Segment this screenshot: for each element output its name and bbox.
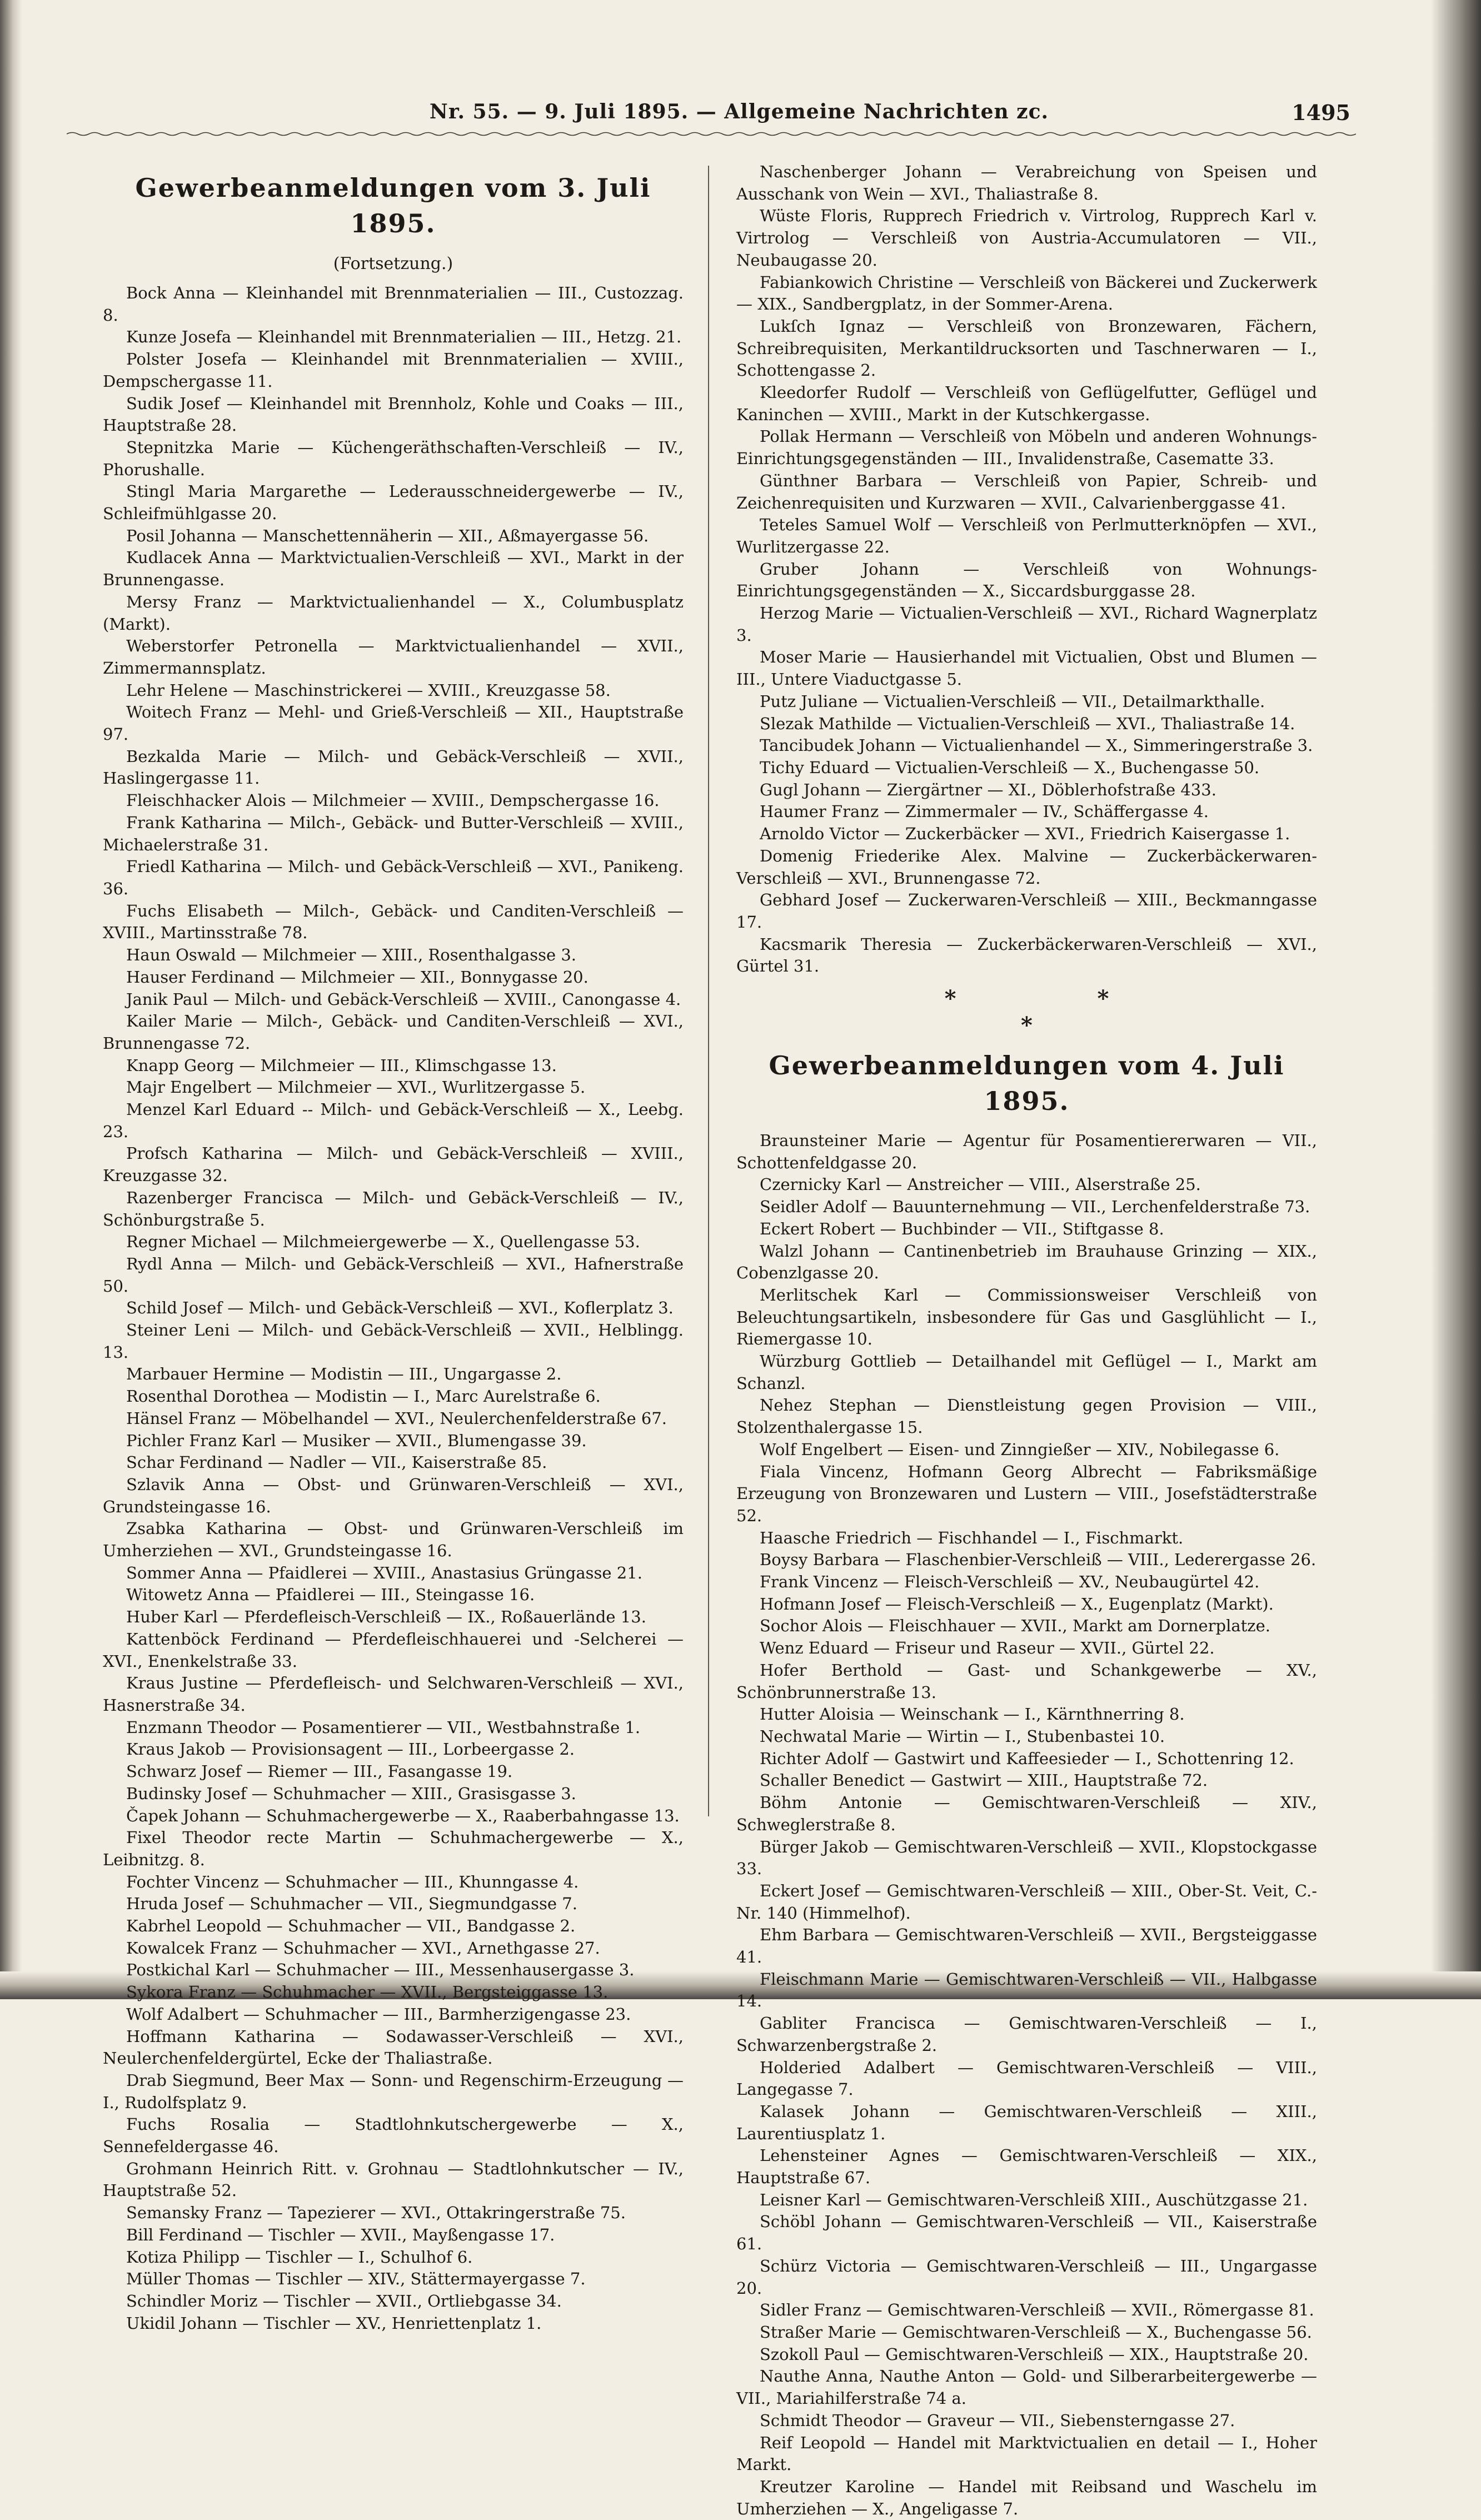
registration-entry: Posil Johanna — Manschettennäherin — XII., Aßmayergasse 56.	[126, 526, 649, 545]
column-divider	[708, 166, 709, 1816]
registration-entry: Seidler Adolf — Bauunternehmung — VII., Lerchenfelderstraße 73.	[760, 1197, 1310, 1217]
registration-entry: Domenig Friederike Alex. Malvine — Zuckerbäckerwaren-Verschleiß — XVI., Brunnengasse 72.	[736, 846, 1317, 888]
left-column	[103, 161, 684, 2334]
registration-entry: Kreutzer Karoline — Handel mit Reibsand und Waschelu im Umherziehen — X., Angeligasse 7.	[736, 2477, 1317, 2518]
registration-entry: Schindler Moriz — Tischler — XVII., Ortliebgasse 34.	[126, 2291, 562, 2310]
registration-entry: Rosenthal Dorothea — Modistin — I., Marc Aurelstraße 6.	[126, 1387, 601, 1406]
registration-entry: Sochor Alois — Fleischhauer — XVII., Markt am Dornerplatze.	[760, 1616, 1270, 1636]
registration-entry: Hofmann Josef — Fleisch-Verschleiß — X., Eugenplatz (Markt).	[760, 1594, 1274, 1613]
registration-entry: Janik Paul — Milch- und Gebäck-Verschleiß — XVIII., Canongasse 4.	[126, 989, 681, 1009]
registration-entry: Kailer Marie — Milch-, Gebäck- und Canditen-Verschleiß — XVI., Brunnengasse 72.	[103, 1012, 684, 1053]
registration-entry: Günthner Barbara — Verschleiß von Papier, Schreib- und Zeichenrequisiten und Kurzwaren — XVII., Calvarienberggasse 41.	[736, 471, 1317, 512]
registration-entry: Straßer Marie — Gemischtwaren-Verschleiß — X., Buchengasse 56.	[760, 2322, 1312, 2342]
registration-entry: Ehm Barbara — Gemischtwaren-Verschleiß — XVII., Bergsteiggasse 41.	[736, 1925, 1317, 1967]
registration-entry: Weberstorfer Petronella — Marktvictualienhandel — XVII., Zimmermannsplatz.	[103, 636, 684, 678]
registration-entry: Leisner Karl — Gemischtwaren-Verschleiß XIII., Auschützgasse 21.	[760, 2190, 1308, 2209]
registration-entry: Nehez Stephan — Dienstleistung gegen Provision — VIII., Stolzenthalergasse 15.	[736, 1396, 1317, 1437]
right-entry-list-bottom	[736, 1130, 1317, 2520]
page-edge-left	[0, 0, 22, 1999]
registration-entry: Moser Marie — Hausierhandel mit Victualien, Obst und Blumen — III., Untere Viaductgasse 5.	[736, 648, 1317, 689]
registration-entry: Fochter Vincenz — Schuhmacher — III., Khunngasse 4.	[126, 1872, 579, 1891]
registration-entry: Fixel Theodor recte Martin — Schuhmachergewerbe — X., Leibnitzg. 8.	[103, 1828, 684, 1869]
registration-entry: Majr Engelbert — Milchmeier — XVI., Wurlitzergasse 5.	[126, 1078, 586, 1097]
registration-entry: Richter Adolf — Gastwirt und Kaffeesieder — I., Schottenring 12.	[760, 1749, 1294, 1768]
registration-entry: Kotiza Philipp — Tischler — I., Schulhof 6.	[126, 2247, 473, 2267]
registration-entry: Wenz Eduard — Friseur und Raseur — XVII., Gürtel 22.	[760, 1639, 1215, 1658]
registration-entry: Arnoldo Victor — Zuckerbäcker — XVI., Friedrich Kaisergasse 1.	[760, 824, 1290, 844]
continuation-note: (Fortsetzung.)	[333, 254, 453, 273]
left-entry-list	[103, 282, 684, 2334]
registration-entry: Schöbl Johann — Gemischtwaren-Verschleiß — VII., Kaiserstraße 61.	[736, 2212, 1317, 2254]
registration-entry: Postkichal Karl — Schuhmacher — III., Messenhausergasse 3.	[126, 1960, 635, 1980]
registration-entry: Schar Ferdinand — Nadler — VII., Kaiserstraße 85.	[126, 1453, 547, 1472]
registration-entry: Kabrhel Leopold — Schuhmacher — VII., Bandgasse 2.	[126, 1916, 576, 1936]
registration-entry: Kattenböck Ferdinand — Pferdefleischhauerei und -Selcherei — XVI., Enenkelstraße 33.	[103, 1629, 684, 1671]
registration-entry: Haumer Franz — Zimmermaler — IV., Schäffergasse 4.	[760, 802, 1209, 821]
right-entry-list-top	[736, 161, 1317, 978]
section-heading-july-3: Gewerbeanmeldungen vom 3. Juli 1895.	[135, 173, 651, 238]
registration-entry: Nauthe Anna, Nauthe Anton — Gold- und Silberarbeitergewerbe — VII., Mariahilferstraße 74 a.	[736, 2367, 1317, 2408]
registration-entry: Herzog Marie — Victualien-Verschleiß — XVI., Richard Wagnerplatz 3.	[736, 604, 1317, 645]
registration-entry: Enzmann Theodor — Posamentierer — VII., Westbahnstraße 1.	[126, 1717, 641, 1737]
registration-entry: Merlitschek Karl — Commissionsweiser Verschleiß von Beleuchtungsartikeln, insbesondere für Gas und Gasglühlicht — I., Riemergasse 10.	[736, 1285, 1317, 1349]
registration-entry: Tichy Eduard — Victualien-Verschleiß — X., Buchengasse 50.	[760, 758, 1260, 777]
registration-entry: Menzel Karl Eduard -- Milch- und Gebäck-Verschleiß — X., Leebg. 23.	[103, 1100, 684, 1141]
running-head	[128, 100, 1350, 133]
registration-entry: Bill Ferdinand — Tischler — XVII., Mayßengasse 17.	[126, 2225, 555, 2244]
registration-entry: Knapp Georg — Milchmeier — III., Klimschgasse 13.	[126, 1055, 557, 1075]
registration-entry: Witowetz Anna — Pfaidlerei — III., Steingasse 16.	[126, 1585, 535, 1605]
registration-entry: Lehr Helene — Maschinstrickerei — XVIII., Kreuzgasse 58.	[126, 680, 611, 700]
registration-entry: Schild Josef — Milch- und Gebäck-Verschleiß — XVI., Koflerplatz 3.	[126, 1298, 674, 1318]
registration-entry: Hutter Aloisia — Weinschank — I., Kärnthnerring 8.	[760, 1705, 1185, 1724]
registration-entry: Fiala Vincenz, Hofmann Georg Albrecht — Fabriksmäßige Erzeugung von Bronzewaren und Lustern — VIII., Josefstädterstraße 52.	[736, 1462, 1317, 1525]
registration-entry: Schmidt Theodor — Graveur — VII., Siebensterngasse 27.	[760, 2411, 1235, 2430]
registration-entry: Bezkalda Marie — Milch- und Gebäck-Verschleiß — XVII., Haslingergasse 11.	[103, 746, 684, 788]
registration-entry: Teteles Samuel Wolf — Verschleiß von Perlmutterknöpfen — XVI., Wurlitzergasse 22.	[736, 515, 1317, 556]
registration-entry: Pollak Hermann — Verschleiß von Möbeln und anderen Wohnungs-Einrichtungsgegenständen — III., Invalidenstraße, Casematte 33.	[736, 427, 1317, 469]
registration-entry: Schaller Benedict — Gastwirt — XIII., Hauptstraße 72.	[760, 1771, 1208, 1790]
registration-entry: Hänsel Franz — Möbelhandel — XVI., Neulerchenfelderstraße 67.	[126, 1408, 667, 1428]
registration-entry: Szokoll Paul — Gemischtwaren-Verschleiß — XIX., Hauptstraße 20.	[760, 2344, 1309, 2364]
registration-entry: Lukſch Ignaz — Verschleiß von Bronzewaren, Fächern, Schreibrequisiten, Merkantildrucksorten und Taschnerwaren — I., Schottengasse 2.	[736, 316, 1317, 380]
registration-entry: Boysy Barbara — Flaschenbier-Verschleiß — VIII., Lederergasse 26.	[760, 1550, 1317, 1570]
registration-entry: Stepnitzka Marie — Küchengeräthschaften-Verschleiß — IV., Phorushalle.	[103, 437, 684, 479]
registration-entry: Huber Karl — Pferdefleisch-Verschleiß — IX., Roßauerlände 13.	[126, 1607, 646, 1627]
registration-entry: Gugl Johann — Ziergärtner — XI., Döblerhofstraße 433.	[760, 780, 1216, 799]
section-heading-july-4: Gewerbeanmeldungen vom 4. Juli 1895.	[769, 1050, 1285, 1117]
registration-entry: Sudik Josef — Kleinhandel mit Brennholz, Kohle und Coaks — III., Hauptstraße 28.	[103, 394, 684, 435]
registration-entry: Nechwatal Marie — Wirtin — I., Stubenbastei 10.	[760, 1727, 1165, 1746]
registration-entry: Regner Michael — Milchmeiergewerbe — X., Quellengasse 53.	[126, 1232, 640, 1252]
registration-entry: Müller Thomas — Tischler — XIV., Stättermayergasse 7.	[126, 2269, 586, 2289]
registration-entry: Eckert Josef — Gemischtwaren-Verschleiß — XIII., Ober-St. Veit, C.-Nr. 140 (Himmelhof).	[736, 1881, 1317, 1923]
registration-entry: Schwarz Josef — Riemer — III., Fasangasse 19.	[126, 1762, 513, 1781]
registration-entry: Steiner Leni — Milch- und Gebäck-Verschleiß — XVII., Helblingg. 13.	[103, 1321, 684, 1362]
registration-entry: Lehensteiner Agnes — Gemischtwaren-Verschleiß — XIX., Hauptstraße 67.	[736, 2146, 1317, 2188]
registration-entry: Ukidil Johann — Tischler — XV., Henriettenplatz 1.	[126, 2313, 542, 2333]
registration-entry: Gabliter Francisca — Gemischtwaren-Verschleiß — I., Schwarzenbergstraße 2.	[736, 2014, 1317, 2055]
registration-entry: Tancibudek Johann — Victualienhandel — X., Simmeringerstraße 3.	[760, 736, 1313, 755]
registration-entry: Gebhard Josef — Zuckerwaren-Verschleiß — XIII., Beckmanngasse 17.	[736, 890, 1317, 932]
section-separator	[736, 985, 1317, 1039]
registration-entry: Bock Anna — Kleinhandel mit Brennmaterialien — III., Custozzag. 8.	[103, 283, 684, 325]
registration-entry: Pichler Franz Karl — Musiker — XVII., Blumengasse 39.	[126, 1431, 587, 1450]
registration-entry: Hauser Ferdinand — Milchmeier — XII., Bonnygasse 20.	[126, 967, 589, 987]
registration-entry: Hruda Josef — Schuhmacher — VII., Siegmundgasse 7.	[126, 1894, 577, 1914]
registration-entry: Profsch Katharina — Milch- und Gebäck-Verschleiß — XVIII., Kreuzgasse 32.	[103, 1144, 684, 1186]
registration-entry: Semansky Franz — Tapezierer — XVI., Ottakringerstraße 75.	[126, 2203, 626, 2223]
registration-entry: Polster Josefa — Kleinhandel mit Brennmaterialien — XVIII., Dempschergasse 11.	[103, 350, 684, 391]
registration-entry: Hoffmann Katharina — Sodawasser-Verschleiß — XVI., Neulerchenfeldergürtel, Ecke der Thaliastraße.	[103, 2026, 684, 2068]
header-wavy-rule	[67, 131, 1356, 137]
registration-entry: Braunsteiner Marie — Agentur für Posamentiererwaren — VII., Schottenfeldgasse 20.	[736, 1131, 1317, 1172]
registration-entry: Fleischhacker Alois — Milchmeier — XVIII., Dempschergasse 16.	[126, 791, 660, 810]
registration-entry: Sommer Anna — Pfaidlerei — XVIII., Anastasius Grüngasse 21.	[126, 1563, 642, 1582]
registration-entry: Grohmann Heinrich Ritt. v. Grohnau — Stadtlohnkutscher — IV., Hauptstraße 52.	[103, 2159, 684, 2200]
registration-entry: Marbauer Hermine — Modistin — III., Ungargasse 2.	[126, 1364, 562, 1384]
registration-entry: Haasche Friedrich — Fischhandel — I., Fischmarkt.	[760, 1528, 1184, 1547]
separator-stars-row2: *	[1021, 1012, 1033, 1039]
registration-entry: Mersy Franz — Marktvictualienhandel — X., Columbusplatz (Markt).	[103, 592, 684, 634]
registration-entry: Naschenberger Johann — Verabreichung von Speisen und Ausschank von Wein — XVI., Thaliastraße 8.	[736, 162, 1317, 203]
registration-entry: Böhm Antonie — Gemischtwaren-Verschleiß — XIV., Schweglerstraße 8.	[736, 1793, 1317, 1834]
registration-entry: Gruber Johann — Verschleiß von Wohnungs-Einrichtungsgegenständen — X., Siccardsburggasse 28.	[736, 559, 1317, 601]
registration-entry: Razenberger Francisca — Milch- und Gebäck-Verschleiß — IV., Schönburgstraße 5.	[103, 1188, 684, 1229]
registration-entry: Fabiankowich Christine — Verschleiß von Bäckerei und Zuckerwerk — XIX., Sandbergplatz, in der Sommer-Arena.	[736, 272, 1317, 314]
page-number: 1495	[1291, 100, 1350, 125]
registration-entry: Wolf Engelbert — Eisen- und Zinngießer — XIV., Nobilegasse 6.	[760, 1440, 1280, 1459]
separator-stars-row1: * *	[944, 985, 1176, 1012]
registration-entry: Putz Juliane — Victualien-Verschleiß — VII., Detailmarkthalle.	[760, 691, 1265, 711]
registration-entry: Woitech Franz — Mehl- und Grieß-Verschleiß — XII., Hauptstraße 97.	[103, 703, 684, 744]
registration-entry: Reif Leopold — Handel mit Marktvictualien en detail — I., Hoher Markt.	[736, 2433, 1317, 2474]
registration-entry: Eckert Robert — Buchbinder — VII., Stiftgasse 8.	[760, 1219, 1164, 1238]
registration-entry: Slezak Mathilde — Victualien-Verschleiß — XVI., Thaliastraße 14.	[760, 714, 1295, 733]
registration-entry: Drab Siegmund, Beer Max — Sonn- und Regenschirm-Erzeugung — I., Rudolfsplatz 9.	[103, 2070, 684, 2112]
registration-entry: Rydl Anna — Milch- und Gebäck-Verschleiß — XVI., Hafnerstraße 50.	[103, 1254, 684, 1296]
registration-entry: Czernicky Karl — Anstreicher — VIII., Alserstraße 25.	[760, 1175, 1201, 1194]
registration-entry: Haun Oswald — Milchmeier — XIII., Rosenthalgasse 3.	[126, 945, 577, 965]
registration-entry: Kalasek Johann — Gemischtwaren-Verschleiß — XIII., Laurentiusplatz 1.	[736, 2101, 1317, 2143]
registration-entry: Frank Katharina — Milch-, Gebäck- und Butter-Verschleiß — XVIII., Michaelerstraße 31.	[103, 813, 684, 854]
page-edge-right	[1431, 0, 1481, 1999]
registration-entry: Fuchs Elisabeth — Milch-, Gebäck- und Canditen-Verschleiß — XVIII., Martinsstraße 78.	[103, 901, 684, 943]
registration-entry: Čapek Johann — Schuhmachergewerbe — X., Raaberbahngasse 13.	[126, 1806, 680, 1825]
registration-entry: Wüste Floris, Rupprech Friedrich v. Virtrolog, Rupprech Karl v. Virtrolog — Verschleiß von Austria-Accumulatoren — VII., Neubaugasse 20.	[736, 206, 1317, 270]
registration-entry: Schürz Victoria — Gemischtwaren-Verschleiß — III., Ungargasse 20.	[736, 2256, 1317, 2298]
registration-entry: Kacsmarik Theresia — Zuckerbäckerwaren-Verschleiß — XVI., Gürtel 31.	[736, 934, 1317, 976]
registration-entry: Hofer Berthold — Gast- und Schankgewerbe — XV., Schönbrunnerstraße 13.	[736, 1660, 1317, 1702]
registration-entry: Wolf Adalbert — Schuhmacher — III., Barmherzigengasse 23.	[126, 2004, 631, 2024]
registration-entry: Kraus Justine — Pferdefleisch- und Selchwaren-Verschleiß — XVI., Hasnerstraße 34.	[103, 1674, 684, 1715]
registration-entry: Szlavik Anna — Obst- und Grünwaren-Verschleiß — XVI., Grundsteingasse 16.	[103, 1475, 684, 1516]
registration-entry: Kraus Jakob — Provisionsagent — III., Lorbeergasse 2.	[126, 1740, 575, 1759]
registration-entry: Kleedorfer Rudolf — Verschleiß von Geflügelfutter, Geflügel und Kaninchen — XVIII., Markt in der Kutschkergasse.	[736, 383, 1317, 424]
registration-entry: Walzl Johann — Cantinenbetrieb im Brauhause Grinzing — XIX., Cobenzlgasse 20.	[736, 1241, 1317, 1283]
registration-entry: Kudlacek Anna — Marktvictualien-Verschleiß — XVI., Markt in der Brunnengasse.	[103, 548, 684, 590]
registration-entry: Stingl Maria Margarethe — Lederausschneidergewerbe — IV., Schleifmühlgasse 20.	[103, 482, 684, 524]
registration-entry: Holderied Adalbert — Gemischtwaren-Verschleiß — VIII., Langegasse 7.	[736, 2058, 1317, 2099]
registration-entry: Sidler Franz — Gemischtwaren-Verschleiß — XVII., Römergasse 81.	[760, 2300, 1314, 2320]
registration-entry: Fleischmann Marie — Gemischtwaren-Verschleiß — VII., Halbgasse 14.	[736, 1969, 1317, 2011]
running-title: Nr. 55. — 9. Juli 1895. — Allgemeine Nachrichten zc.	[429, 100, 1049, 123]
registration-entry: Kunze Josefa — Kleinhandel mit Brennmaterialien — III., Hetzg. 21.	[126, 327, 682, 347]
registration-entry: Budinsky Josef — Schuhmacher — XIII., Grasisgasse 3.	[126, 1784, 576, 1803]
registration-entry: Bürger Jakob — Gemischtwaren-Verschleiß — XVII., Klopstockgasse 33.	[736, 1837, 1317, 1879]
registration-entry: Sykora Franz — Schuhmacher — XVII., Bergsteiggasse 13.	[126, 1983, 609, 2002]
right-column	[736, 161, 1317, 2520]
registration-entry: Kowalcek Franz — Schuhmacher — XVI., Arnethgasse 27.	[126, 1938, 600, 1958]
registration-entry: Zsabka Katharina — Obst- und Grünwaren-Verschleiß im Umherziehen — XVI., Grundsteingasse 16.	[103, 1519, 684, 1561]
registration-entry: Würzburg Gottlieb — Detailhandel mit Geflügel — I., Markt am Schanzl.	[736, 1352, 1317, 1393]
registration-entry: Frank Vincenz — Fleisch-Verschleiß — XV., Neubaugürtel 42.	[760, 1572, 1260, 1592]
registration-entry: Friedl Katharina — Milch- und Gebäck-Verschleiß — XVI., Panikeng. 36.	[103, 857, 684, 898]
registration-entry: Fuchs Rosalia — Stadtlohnkutschergewerbe — X., Sennefeldergasse 46.	[103, 2115, 684, 2157]
